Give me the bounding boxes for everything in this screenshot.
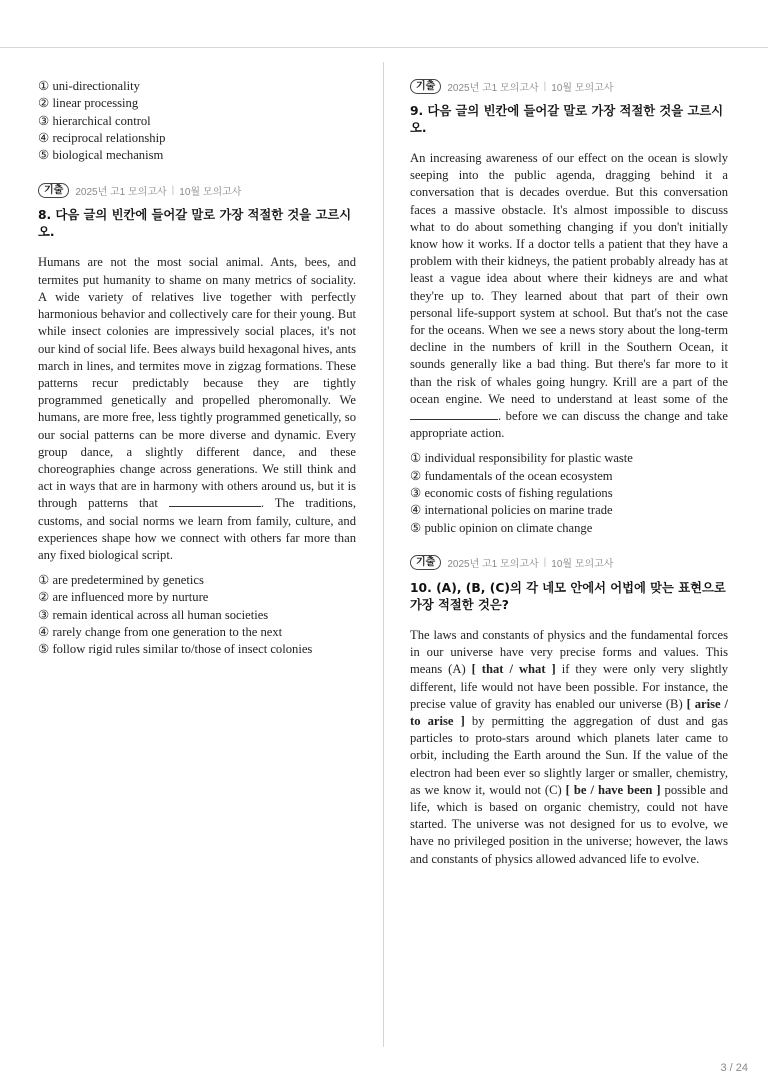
q10-passage-part-4: possible and life, which is based on organic chemistry, could not have started. The universe was not designed for us to evolve, we have no privileged position in the universe; however, the laws and constants of physics allowed advanced life to evolve. bbox=[410, 782, 728, 866]
prev-question-choices bbox=[38, 78, 356, 164]
source-year: 2025년 고1 모의고사 bbox=[447, 82, 539, 94]
q10-passage-part-1: The laws and constants of physics and the fundamental forces in our universe have very precise forms and values. This means (A) bbox=[410, 627, 728, 677]
right-column bbox=[410, 78, 728, 868]
choice-1: ① individual responsibility for plastic waste bbox=[410, 451, 633, 466]
page-number: 3 / 24 bbox=[720, 1062, 748, 1074]
header-rule bbox=[0, 47, 768, 48]
q10-passage bbox=[410, 627, 728, 868]
choice-4: ④ rarely change from one generation to the next bbox=[38, 625, 283, 640]
choice-2: ② fundamentals of the ocean ecosystem bbox=[410, 468, 613, 483]
q8-passage bbox=[38, 254, 356, 564]
q10-title: 10. (A), (B, (C)의 각 네모 안에서 어법에 맞는 표현으로 가장 적절한 것은? bbox=[410, 580, 726, 612]
source-month: 10월 모의고사 bbox=[551, 559, 614, 571]
source-month: 10월 모의고사 bbox=[179, 186, 242, 198]
choice-3: ③ hierarchical control bbox=[38, 113, 151, 128]
q9-choices bbox=[410, 450, 728, 536]
q9-source-line bbox=[410, 78, 728, 94]
q8-choices bbox=[38, 572, 356, 658]
separator: | bbox=[543, 80, 547, 92]
choice-3: ③ economic costs of fishing regulations bbox=[410, 486, 613, 501]
source-year: 2025년 고1 모의고사 bbox=[75, 186, 167, 198]
q9-title: 9. 다음 글의 빈칸에 들어갈 말로 가장 적절한 것을 고르시오. bbox=[410, 104, 724, 135]
q10-source-line bbox=[410, 555, 728, 571]
option-box-c: [ be / have been ] bbox=[565, 782, 661, 797]
choice-1: ① are predetermined by genetics bbox=[38, 573, 204, 588]
choice-2: ② are influenced more by nurture bbox=[38, 590, 209, 605]
choice-3: ③ remain identical across all human societies bbox=[38, 607, 269, 622]
q10-passage-part-2: if they were only very slightly different, life would not have been possible. For instance, the precise value of gravity has enabled our universe (B) bbox=[410, 662, 728, 711]
choice-1: ① uni-directionality bbox=[38, 79, 140, 93]
q10-passage-part-3: by permitting the aggregation of dust and gas particles to proto-stars around which planets later came to orbit, including the Earth around the Sun. If the value of the electron had been ever so slightly larger or smaller, chemistry, as we know it, would not (C) bbox=[410, 713, 728, 797]
past-exam-badge: 기출 bbox=[410, 555, 441, 570]
separator: | bbox=[543, 557, 547, 569]
choice-4: ④ reciprocal relationship bbox=[38, 130, 166, 145]
q8-title: 8. 다음 글의 빈칸에 들어갈 말로 가장 적절한 것을 고르시오. bbox=[38, 208, 352, 240]
past-exam-badge: 기출 bbox=[410, 79, 441, 94]
answer-blank bbox=[410, 409, 498, 420]
q9-passage-before: An increasing awareness of our effect on the ocean is slowly seeping into the public agenda, dragging behind it a conversation that is decades overdue. But this conversation faces a massive obstacle. It's almost impossible to discuss what to do about something changing if you don't initially know how it works. If a doctor tells a patient that they have a problem with their kidneys, the patient probably already has at least a vague idea about where their kidneys are and what they're up to. They learned about that part of their own personal life-support system at school. But that's not the case for the oceans. When we see a news story about the long-term decline in the numbers of krill in the Southern Ocean, it sounds generally like a bad thing. But there's far more to it than the risk of whales going hungry. Krill are a part of the ocean engine. We need to understand at least some of the bbox=[410, 151, 728, 406]
left-column bbox=[38, 78, 356, 659]
choice-5: ⑤ follow rigid rules similar to/those of insect colonies bbox=[38, 642, 313, 657]
q8-source-line bbox=[38, 182, 356, 198]
q9-passage bbox=[410, 150, 728, 442]
option-box-b: [ arise / to arise ] bbox=[410, 696, 728, 728]
q8-passage-before: Humans are not the most social animal. Ants, bees, and termites put humanity to shame on many metrics of sociality. A wide variety of relatives live together with perfectly harmonious behavior and collectively care for their young. But while insect colonies are impressively social places, it's not our kind of social life. Bees always build hexagonal hives, ants march in lines, and termites move in zigzag formations. These patterns recur predictably because they are tightly programmed genetically and propelled pheromonally. We humans, are more free, less tightly programmed genetically, so our social patterns can be more diverse and dynamic. Every group dance, a slightly different dance, and these choreographies change across generations. We still think and act in ways that are in harmony with others around us, but it is through patterns that bbox=[38, 255, 356, 511]
option-box-a: [ that / what ] bbox=[471, 662, 556, 677]
source-month: 10월 모의고사 bbox=[551, 82, 614, 94]
column-divider bbox=[383, 62, 384, 1047]
choice-2: ② linear processing bbox=[38, 96, 139, 111]
choice-5: ⑤ public opinion on climate change bbox=[410, 520, 593, 535]
choice-5: ⑤ biological mechanism bbox=[38, 148, 164, 163]
q8-passage-after: . The traditions, customs, and social norms we learn from family, culture, and experiences shape how we connect with others far more than any fixed biological script. bbox=[38, 496, 356, 562]
source-year: 2025년 고1 모의고사 bbox=[447, 559, 539, 571]
answer-blank bbox=[169, 496, 261, 507]
separator: | bbox=[171, 184, 175, 196]
past-exam-badge: 기출 bbox=[38, 183, 69, 198]
choice-4: ④ international policies on marine trade bbox=[410, 503, 613, 518]
q9-passage-after: . before we can discuss the change and take appropriate action. bbox=[410, 409, 728, 441]
